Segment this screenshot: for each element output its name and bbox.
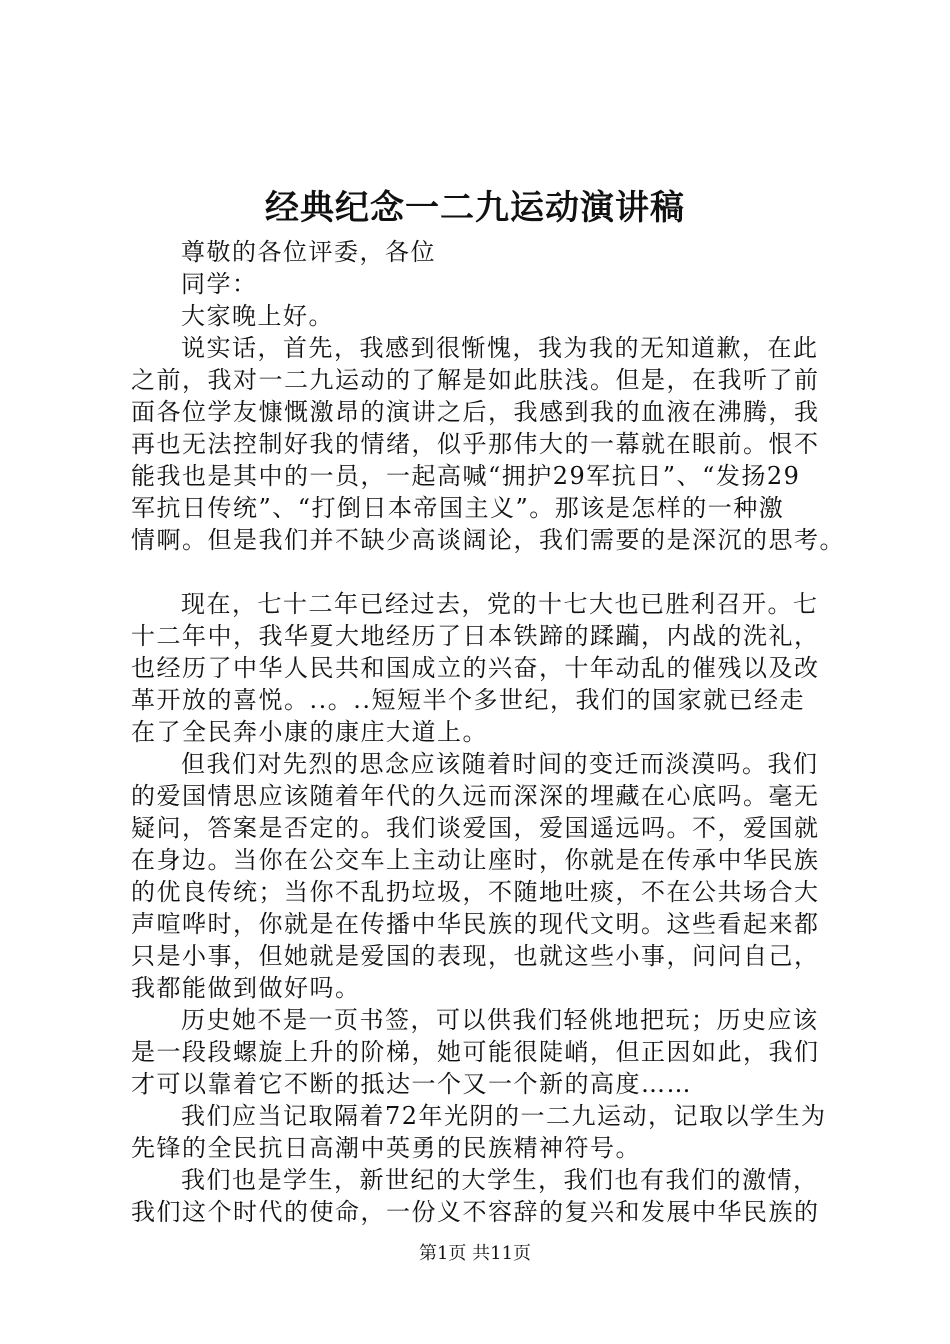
text-line: 说实话，首先，我感到很惭愧，我为我的无知道歉，在此 <box>181 334 819 362</box>
document-body <box>131 236 845 1228</box>
text-line: 面各位学友慷慨激昂的演讲之后，我感到我的血液在沸腾，我 <box>131 398 820 426</box>
text-line: 疑问，答案是否定的。我们谈爱国，爱国遥远吗。不，爱国就 <box>131 814 820 842</box>
text-line: 是一段段螺旋上升的阶梯，她可能很陡峭，但正因如此，我们 <box>131 1038 820 1066</box>
text-line: 再也无法控制好我的情绪，似乎那伟大的一幕就在眼前。恨不 <box>131 430 820 458</box>
text-line: 的爱国情思应该随着年代的久远而深深的埋藏在心底吗。毫无 <box>131 782 820 810</box>
text-line: 的优良传统；当你不乱扔垃圾，不随地吐痰，不在公共场合大 <box>131 878 820 906</box>
page-number-footer: 第1页 共11页 <box>418 1243 532 1264</box>
text-line: 十二年中，我华夏大地经历了日本铁蹄的蹂躏，内战的洗礼， <box>131 622 820 650</box>
text-line: 我们也是学生，新世纪的大学生，我们也有我们的激情， <box>181 1166 819 1194</box>
text-line: 军抗日传统”、“打倒日本帝国主义”。那该是怎样的一种激 <box>131 494 785 522</box>
text-line: 之前，我对一二九运动的了解是如此肤浅。但是，在我听了前 <box>131 366 820 394</box>
text-line: 先锋的全民抗日高潮中英勇的民族精神符号。 <box>131 1134 641 1162</box>
text-line: 也经历了中华人民共和国成立的兴奋，十年动乱的催残以及改 <box>131 654 820 682</box>
text-line: 在了全民奔小康的康庄大道上。 <box>131 718 488 746</box>
document-title: 经典纪念一二九运动演讲稿 <box>265 188 685 228</box>
text-line: 同学： <box>181 270 258 298</box>
text-line: 尊敬的各位评委，各位 <box>181 238 436 266</box>
text-line: 但我们对先烈的思念应该随着时间的变迁而淡漠吗。我们 <box>181 750 819 778</box>
text-line: 在身边。当你在公交车上主动让座时，你就是在传承中华民族 <box>131 846 820 874</box>
text-line: 情啊。但是我们并不缺少高谈阔论，我们需要的是深沉的思考。 <box>131 526 845 554</box>
text-line: 革开放的喜悦。..。..短短半个多世纪，我们的国家就已经走 <box>131 686 806 714</box>
text-line: 我们这个时代的使命，一份义不容辞的复兴和发展中华民族的 <box>131 1198 820 1226</box>
text-line: 能我也是其中的一员，一起高喊“拥护29军抗日”、“发扬29 <box>131 462 801 490</box>
text-line: 我都能做到做好吗。 <box>131 974 361 1002</box>
text-line: 声喧哗时，你就是在传播中华民族的现代文明。这些看起来都 <box>131 910 820 938</box>
text-line: 历史她不是一页书签，可以供我们轻佻地把玩；历史应该 <box>181 1006 819 1034</box>
text-line: 才可以靠着它不断的抵达一个又一个新的高度…… <box>131 1070 692 1098</box>
text-line: 现在，七十二年已经过去，党的十七大也已胜利召开。七 <box>181 590 819 618</box>
paragraph-gap <box>131 556 841 588</box>
text-line: 只是小事，但她就是爱国的表现，也就这些小事，问问自己， <box>131 942 820 970</box>
text-line: 大家晚上好。 <box>181 302 334 330</box>
text-line: 我们应当记取隔着72年光阴的一二九运动，记取以学生为 <box>181 1102 827 1130</box>
